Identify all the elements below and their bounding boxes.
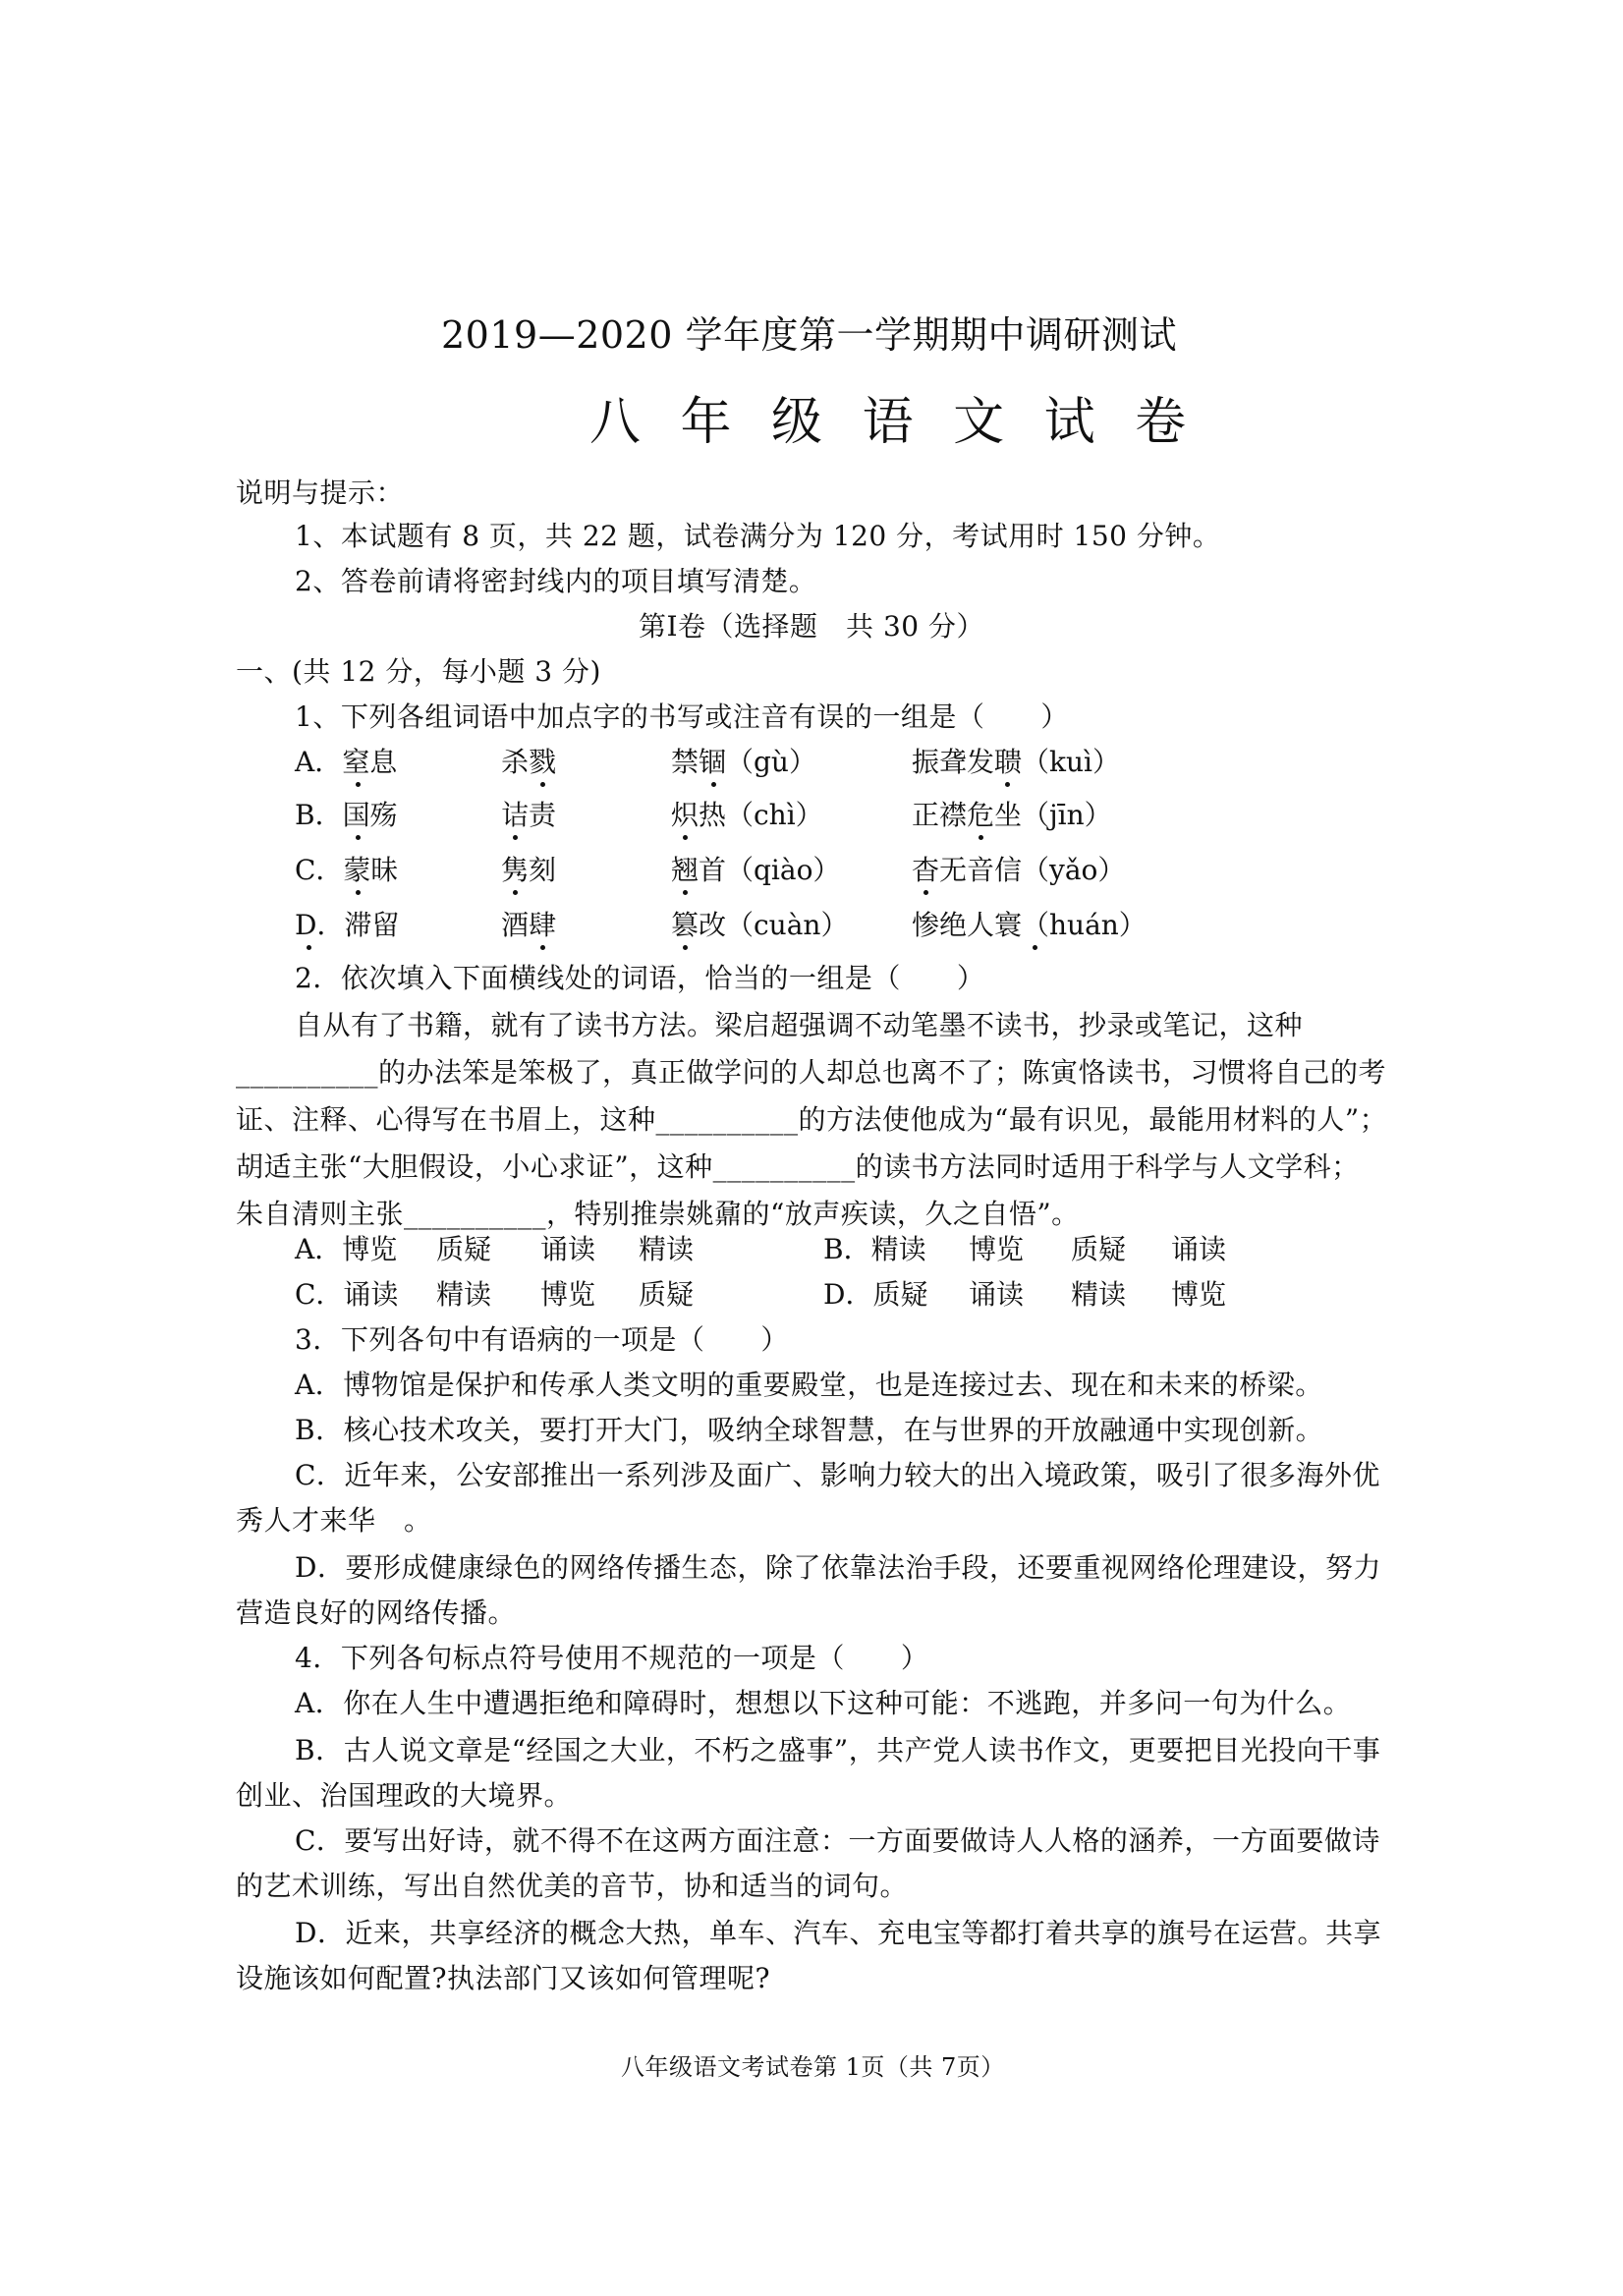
- emphasis-dot: [711, 782, 716, 787]
- option-cell: 炽热（chì）: [671, 799, 823, 831]
- option-cell: A．窒息: [295, 746, 398, 778]
- question-3-stem: 3．下列各句中有语病的一项是（ ）: [295, 1323, 789, 1356]
- option-line: C．近年来，公安部推出一系列涉及面广、影响力较大的出入境政策，吸引了很多海外优: [295, 1459, 1380, 1491]
- option-cell: B．精读: [823, 1233, 926, 1265]
- option-cell: A．博览: [295, 1233, 398, 1265]
- option-cell: 惨绝人寰（huán）: [912, 909, 1147, 941]
- option-line: 的艺术训练，写出自然优美的音节，协和适当的词句。: [236, 1870, 909, 1902]
- option-line: 秀人才来华 。: [236, 1504, 432, 1537]
- passage-line: 证、注释、心得写在书眉上，这种__________的方法使他成为“最有识见，最能用材料的人”；: [236, 1103, 1388, 1136]
- option-cell: 篡改（cuàn）: [671, 909, 849, 941]
- option-cell: 质疑: [436, 1233, 492, 1265]
- emphasis-dot: [1005, 782, 1010, 787]
- option-line: B．古人说文章是“经国之大业，不朽之盛事”，共产党人读书作文，更要把目光投向干事: [295, 1734, 1381, 1766]
- note-item: 1、本试题有 8 页，共 22 题，试卷满分为 120 分，考试用时 150 分钟。: [295, 520, 1221, 552]
- question-4-stem: 4．下列各句标点符号使用不规范的一项是（ ）: [295, 1642, 929, 1674]
- note-item: 2、答卷前请将密封线内的项目填写清楚。: [295, 565, 817, 597]
- exam-subtitle: 八 年 级 语 文 试 卷: [589, 393, 1199, 452]
- option-cell: C．诵读: [295, 1278, 399, 1311]
- option-line: C．要写出好诗，就不得不在这两方面注意：一方面要做诗人人格的涵养，一方面要做诗: [295, 1824, 1380, 1857]
- option-cell: 质疑: [639, 1278, 695, 1311]
- passage-line: 胡适主张“大胆假设，小心求证”，这种__________的读书方法同时适用于科学与人文学科；: [236, 1150, 1360, 1183]
- emphasis-dot: [513, 835, 518, 840]
- emphasis-dot: [683, 890, 688, 895]
- passage-line: 自从有了书籍，就有了读书方法。梁启超强调不动笔墨不读书，抄录或笔记，这种: [295, 1009, 1304, 1041]
- emphasis-dot: [540, 782, 545, 787]
- part-heading: 一、(共 12 分，每小题 3 分): [236, 655, 601, 688]
- option-line: 创业、治国理政的大境界。: [236, 1779, 573, 1812]
- emphasis-dot: [307, 945, 311, 950]
- emphasis-dot: [540, 945, 545, 950]
- option-cell: 诘责: [501, 799, 557, 831]
- emphasis-dot: [979, 835, 983, 840]
- emphasis-dot: [683, 945, 688, 950]
- option-cell: 精读: [436, 1278, 492, 1311]
- passage-line: 朱自清则主张__________，特别推崇姚鼐的“放声疾读，久之自悟”。: [236, 1198, 1080, 1230]
- emphasis-dot: [1033, 945, 1037, 950]
- option-cell: C．蒙昧: [295, 854, 399, 886]
- emphasis-dot: [356, 835, 361, 840]
- option-cell: 博览: [969, 1233, 1025, 1265]
- question-2-stem: 2．依次填入下面横线处的词语，恰当的一组是（ ）: [295, 962, 985, 994]
- question-1-stem: 1、下列各组词语中加点字的书写或注音有误的一组是（ ）: [295, 700, 1069, 733]
- option-cell: 博览: [1171, 1278, 1227, 1311]
- emphasis-dot: [356, 890, 361, 895]
- section-title: 第Ⅰ卷（选择题 共 30 分）: [639, 610, 984, 643]
- option-cell: 酒肆: [501, 909, 557, 941]
- passage-line: __________的办法笨是笨极了，真正做学问的人却总也离不了；陈寅恪读书，习惯将自己的考: [236, 1056, 1387, 1089]
- page-footer: 八年级语文考试卷第 1页（共 7页）: [621, 2053, 1005, 2081]
- option-cell: 正襟危坐（jīn）: [912, 799, 1112, 831]
- option-line: 营造良好的网络传播。: [236, 1596, 517, 1629]
- option-line: A．博物馆是保护和传承人类文明的重要殿堂，也是连接过去、现在和未来的桥梁。: [295, 1369, 1323, 1401]
- emphasis-dot: [513, 890, 518, 895]
- option-cell: 杀戮: [501, 746, 557, 778]
- option-cell: 杳无音信（yǎo）: [912, 854, 1126, 886]
- option-cell: 诵读: [1171, 1233, 1227, 1265]
- option-cell: 精读: [639, 1233, 695, 1265]
- option-cell: 博览: [540, 1278, 596, 1311]
- option-cell: 质疑: [1071, 1233, 1127, 1265]
- option-line: 设施该如何配置?执法部门又该如何管理呢?: [236, 1962, 771, 1994]
- notes-heading: 说明与提示：: [236, 476, 405, 509]
- option-cell: 诵读: [540, 1233, 596, 1265]
- option-cell: 禁锢（gù）: [671, 746, 816, 778]
- option-cell: 隽刻: [501, 854, 557, 886]
- option-line: D．近来，共享经济的概念大热，单车、汽车、充电宝等都打着共享的旗号在运营。共享: [295, 1917, 1381, 1949]
- emphasis-dot: [683, 835, 688, 840]
- option-line: A．你在人生中遭遇拒绝和障碍时，想想以下这种可能：不逃跑，并多问一句为什么。: [295, 1687, 1352, 1719]
- emphasis-dot: [356, 782, 361, 787]
- option-cell: B．国殇: [295, 799, 398, 831]
- option-cell: 翘首（qiào）: [671, 854, 841, 886]
- option-line: D．要形成健康绿色的网络传播生态，除了依靠法治手段，还要重视网络伦理建设，努力: [295, 1551, 1381, 1584]
- option-cell: 精读: [1071, 1278, 1127, 1311]
- exam-title: 2019—2020 学年度第一学期期中调研测试: [441, 313, 1177, 357]
- option-cell: D．质疑: [823, 1278, 928, 1311]
- option-cell: 诵读: [969, 1278, 1025, 1311]
- emphasis-dot: [923, 890, 928, 895]
- option-cell: 振聋发聩（kuì）: [912, 746, 1120, 778]
- option-cell: D．滞留: [295, 909, 400, 941]
- option-line: B．核心技术攻关，要打开大门，吸纳全球智慧，在与世界的开放融通中实现创新。: [295, 1414, 1324, 1446]
